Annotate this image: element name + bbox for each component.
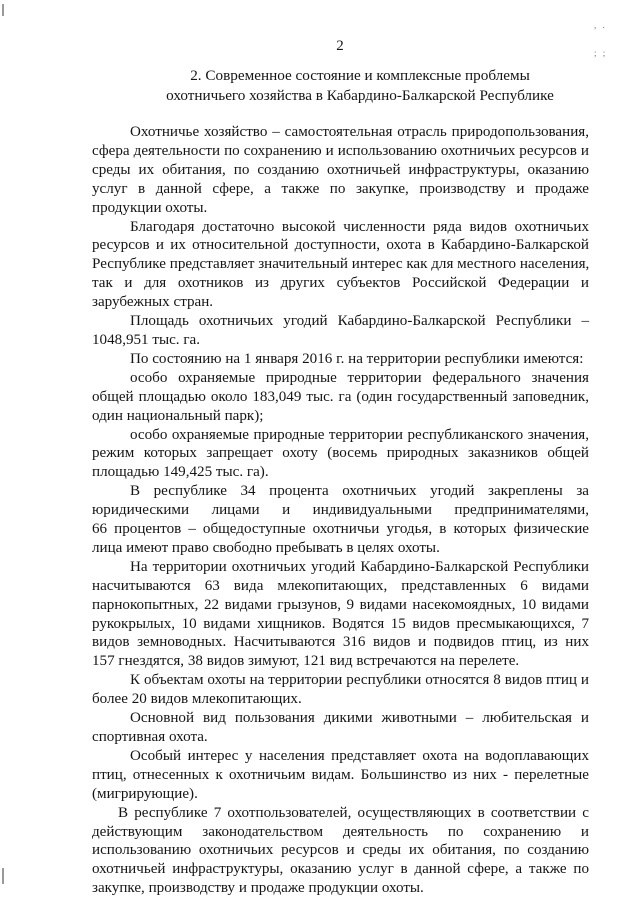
text-line: особо охраняемые природные территории республиканского значения,	[130, 426, 589, 443]
text-line: 1048,951 тыс. га.	[92, 331, 201, 348]
text-line: юридическими лицами и индивидуальными предпринимателями,	[92, 502, 589, 519]
text-line: Основной вид пользования дикими животными – любительская и	[130, 710, 589, 727]
paragraph	[92, 709, 589, 747]
paragraph	[92, 482, 589, 558]
text-line: Благодаря достаточно высокой численности ряда видов охотничьих	[130, 218, 589, 235]
paragraph	[92, 558, 589, 671]
text-line: охотничьей инфраструктуры, оказанию услуг в данной сфере, а также по	[92, 861, 589, 878]
text-line: рукокрылых, 10 видами хищников. Водятся 15 видов пресмыкающихся, 7	[92, 615, 589, 632]
text-line: На территории охотничьих угодий Кабардино-Балкарской Республики	[130, 558, 589, 575]
text-line: среды их обитания, по созданию охотничьей инфраструктуры, оказанию	[92, 161, 589, 178]
text-line: Особый интерес у населения представляет охота на водоплавающих	[130, 747, 589, 764]
text-line: лица имеют право свободно пребывать в целях охоты.	[92, 539, 440, 556]
text-line: использованию охотничьих ресурсов и среды их обитания, по созданию	[92, 842, 589, 859]
text-line: услуг в данной сфере, а также по закупке, производству и продаже	[92, 180, 589, 197]
text-line: 66 процентов – общедоступные охотничьи угодья, в которых физические	[92, 521, 589, 538]
paragraph	[92, 747, 589, 804]
corner-mark: ; ;	[594, 48, 608, 58]
paragraph	[92, 218, 589, 313]
paragraph	[92, 123, 589, 218]
scan-edge-mark	[2, 4, 4, 16]
text-line: В республике 7 охотпользователей, осуществляющих в соответствии с	[118, 804, 589, 821]
heading-line: 2. Современное состояние и комплексные проблемы	[190, 67, 530, 84]
text-line: К объектам охоты на территории республики относятся 8 видов птиц и	[130, 672, 589, 689]
text-line: Республике представляет значительный интерес как для местного населения,	[92, 256, 590, 273]
text-line: 157 гнездятся, 38 видов зимуют, 121 вид встречаются на перелете.	[92, 653, 520, 670]
text-line: птиц, отнесенных к охотничьим видам. Большинство из них - перелетные	[92, 766, 589, 783]
text-line: режим которых запрещает охоту (восемь природных заказников общей	[92, 445, 589, 462]
text-line: общей площадью около 183,049 тыс. га (один государственный заповедник,	[92, 388, 589, 405]
text-line: зарубежных стран.	[92, 294, 214, 311]
text-line: ресурсов и их относительной доступности, охота в Кабардино-Балкарской	[92, 237, 589, 254]
section-heading	[150, 66, 570, 105]
paragraph	[92, 804, 589, 899]
paragraph	[92, 671, 589, 709]
text-line: продукции охоты.	[92, 199, 208, 216]
text-line: По состоянию на 1 января 2016 г. на территории республики имеются:	[130, 350, 584, 367]
text-line: (мигрирующие).	[92, 785, 198, 802]
paragraph	[92, 426, 589, 483]
paragraph	[92, 369, 589, 426]
text-line: площадью 149,425 тыс. га).	[92, 464, 269, 481]
text-line: парнокопытных, 22 видами грызунов, 9 видами насекомоядных, 10 видами	[92, 596, 589, 613]
text-line: В республике 34 процента охотничьих угодий закреплены за	[130, 483, 589, 500]
text-line: сфера деятельности по сохранению и использованию охотничьих ресурсов и	[92, 142, 589, 159]
text-line: Охотничье хозяйство – самостоятельная отрасль природопользования,	[130, 124, 589, 140]
paragraph	[92, 312, 589, 350]
corner-mark: , .	[594, 20, 607, 30]
text-line: действующим законодательством деятельность по сохранению и	[92, 823, 589, 840]
text-line: более 20 видов млекопитающих.	[92, 691, 302, 708]
text-line: спортивная охота.	[92, 729, 208, 745]
text-line: особо охраняемые природные территории федерального значения	[130, 369, 589, 386]
page-number: 2	[336, 38, 344, 54]
document-body	[92, 123, 589, 898]
text-line: закупке, производству и продаже продукции охоты.	[92, 880, 424, 897]
heading-line: охотничьего хозяйства в Кабардино-Балкарской Республике	[166, 86, 554, 104]
text-line: один национальный парк);	[92, 407, 264, 424]
text-line: так и для охотников из других субъектов Российской Федерации и	[92, 275, 589, 292]
text-line: Площадь охотничьих угодий Кабардино-Балкарской Республики –	[130, 313, 589, 330]
text-line: видов земноводных. Насчитываются 316 видов и подвидов птиц, из них	[92, 634, 589, 651]
paragraph	[92, 350, 589, 369]
text-line: насчитываются 63 вида млекопитающих, представленных 6 видами	[92, 577, 589, 594]
scan-edge-mark	[2, 868, 4, 884]
